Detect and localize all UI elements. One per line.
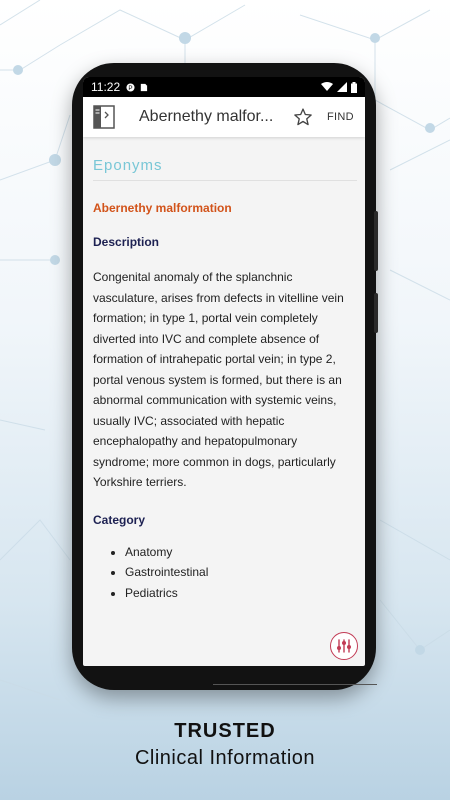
category-item: • Anatomy <box>125 542 355 563</box>
phone-screen <box>83 77 365 666</box>
phone-side-button <box>374 211 378 271</box>
wifi-icon <box>321 82 333 92</box>
status-icons <box>321 82 357 93</box>
tagline-subheading: Clinical Information <box>134 747 316 769</box>
status-bar <box>83 77 365 97</box>
tagline-heading: TRUSTED <box>174 720 276 742</box>
description-text: Congenital anomaly of the splanchnic vasculature, arises from defects in vitelline vein formation; in type 1, portal vein completely diverted into IVC and complete absence of formation of intrahepatic portal vein; in type 2, portal venous system is formed, but there is an abnormal communication with systemic veins, usually IVC; associated with hepatic encephalopathy and hepatopulmonary syndrome; more common in dogs, particularly Yorkshire terriers. <box>93 270 344 489</box>
phone-volume-button <box>374 293 378 333</box>
page-title: Abernethy malfor... <box>139 108 274 125</box>
sliders-icon <box>336 638 352 654</box>
home-indicator <box>213 684 377 685</box>
sim-card-icon <box>139 83 148 92</box>
category-item: • Gastrointestinal <box>125 562 355 583</box>
category-label: Category <box>93 512 146 527</box>
signal-icon <box>337 82 347 92</box>
description-label: Description <box>93 235 160 249</box>
phone-frame <box>72 63 376 690</box>
app-bar <box>83 97 365 137</box>
book-icon[interactable] <box>93 105 115 129</box>
status-time: 11:22 <box>91 80 121 94</box>
notification-icon <box>126 83 135 92</box>
term-title: Abernethy malformation <box>93 201 232 215</box>
category-list <box>93 542 355 604</box>
find-button[interactable]: FIND <box>327 111 354 123</box>
star-outline-icon[interactable] <box>293 107 313 127</box>
section-title: Eponyms <box>93 157 357 181</box>
category-item: • Pediatrics <box>125 583 355 604</box>
article-content <box>83 157 365 603</box>
svg-text:P: P <box>128 84 133 92</box>
battery-icon <box>351 82 357 93</box>
settings-fab-button[interactable] <box>330 632 358 660</box>
